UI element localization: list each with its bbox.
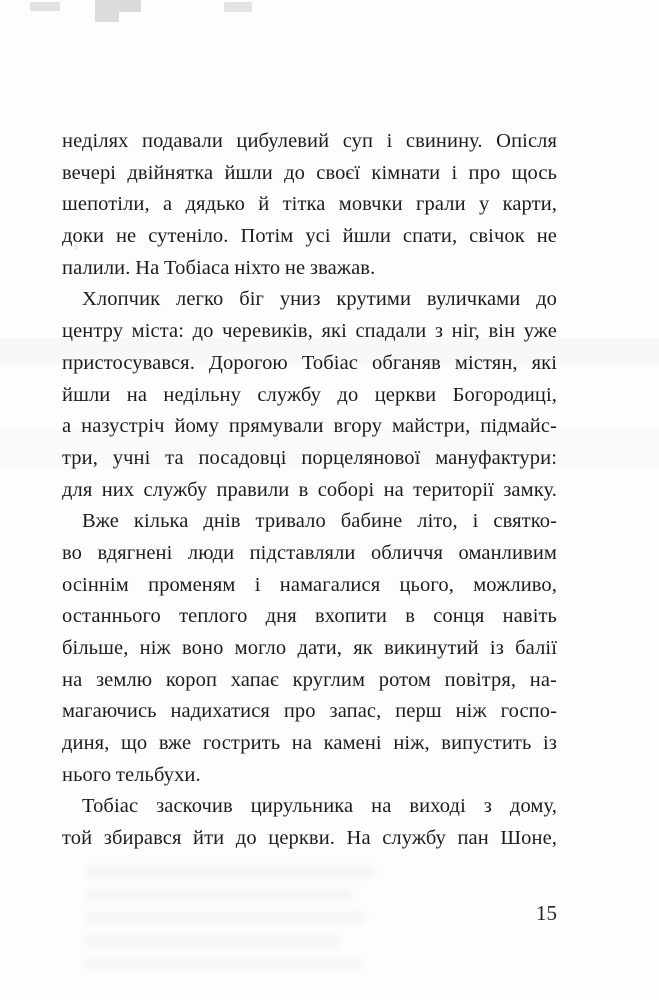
text-line: неділях подавали цибулевий суп і свинину. Опісля: [62, 130, 557, 152]
text-line: доки не сутеніло. Потім усі йшли спати, свічок не: [62, 225, 557, 248]
page-showthrough: [85, 866, 375, 992]
text-line: три, учні та посадовці порцелянової мануфактури:: [62, 446, 557, 469]
text-line: Хлопчик легко біг униз крутими вуличками до: [82, 288, 557, 311]
text-line: йшли на недільну службу до церкви Богородиці,: [62, 383, 557, 406]
paragraph: [62, 506, 557, 791]
scan-smudge: [95, 0, 119, 22]
text-line: диня, що вже гострить на камені ніж, випустить із: [62, 732, 557, 755]
text-line: вечері двійнятка йшли до своєї кімнати і про щось: [62, 161, 557, 184]
text-line: останнього теплого дня вхопити в сонця навіть: [62, 605, 557, 628]
scan-smudge: [30, 2, 60, 11]
text-line: для них службу правили в соборі на території замку.: [62, 478, 557, 501]
showthrough-line: [85, 935, 340, 947]
showthrough-line: [85, 866, 375, 878]
text-line: більше, ніж воно могло дати, як викинутий із балії: [62, 637, 557, 659]
text-line: пристосувався. Дорогою Тобіас обганяв містян, які: [62, 351, 557, 374]
text-line: магаючись надихатися про запас, перш ніж госпо-: [62, 700, 557, 723]
text-line: центру міста: до черевиків, які спадали з ніг, він уже: [62, 320, 557, 343]
page-number: 15: [536, 901, 557, 925]
paragraph: [62, 126, 557, 284]
showthrough-line: [85, 958, 361, 970]
text-line: осіннім променям і намагалися цього, можливо,: [62, 573, 557, 596]
text-line: той збирався йти до церкви. На службу пан Шоне,: [62, 827, 557, 850]
text-line: шепотіли, а дядько й тітка мовчки грали у карти,: [62, 193, 557, 216]
scan-smudge: [224, 2, 252, 12]
text-line: нього тельбухи.: [62, 763, 201, 786]
paragraph: [62, 791, 557, 854]
text-line: палили. На Тобіаса ніхто не зважав.: [62, 256, 376, 279]
text-line: во вдягнені люди підставляли обличчя оманливим: [62, 541, 557, 564]
text-line: а назустріч йому прямували вгору майстри, підмайс-: [62, 415, 557, 438]
body-text: [62, 126, 557, 855]
text-line: Вже кілька днів тривало бабине літо, і святко-: [82, 510, 557, 533]
text-line: Тобіас заскочив цирульника на виході з дому,: [82, 795, 557, 818]
paragraph: [62, 284, 557, 506]
text-line: на землю короп хапає круглим ротом повітря, на-: [62, 668, 557, 691]
